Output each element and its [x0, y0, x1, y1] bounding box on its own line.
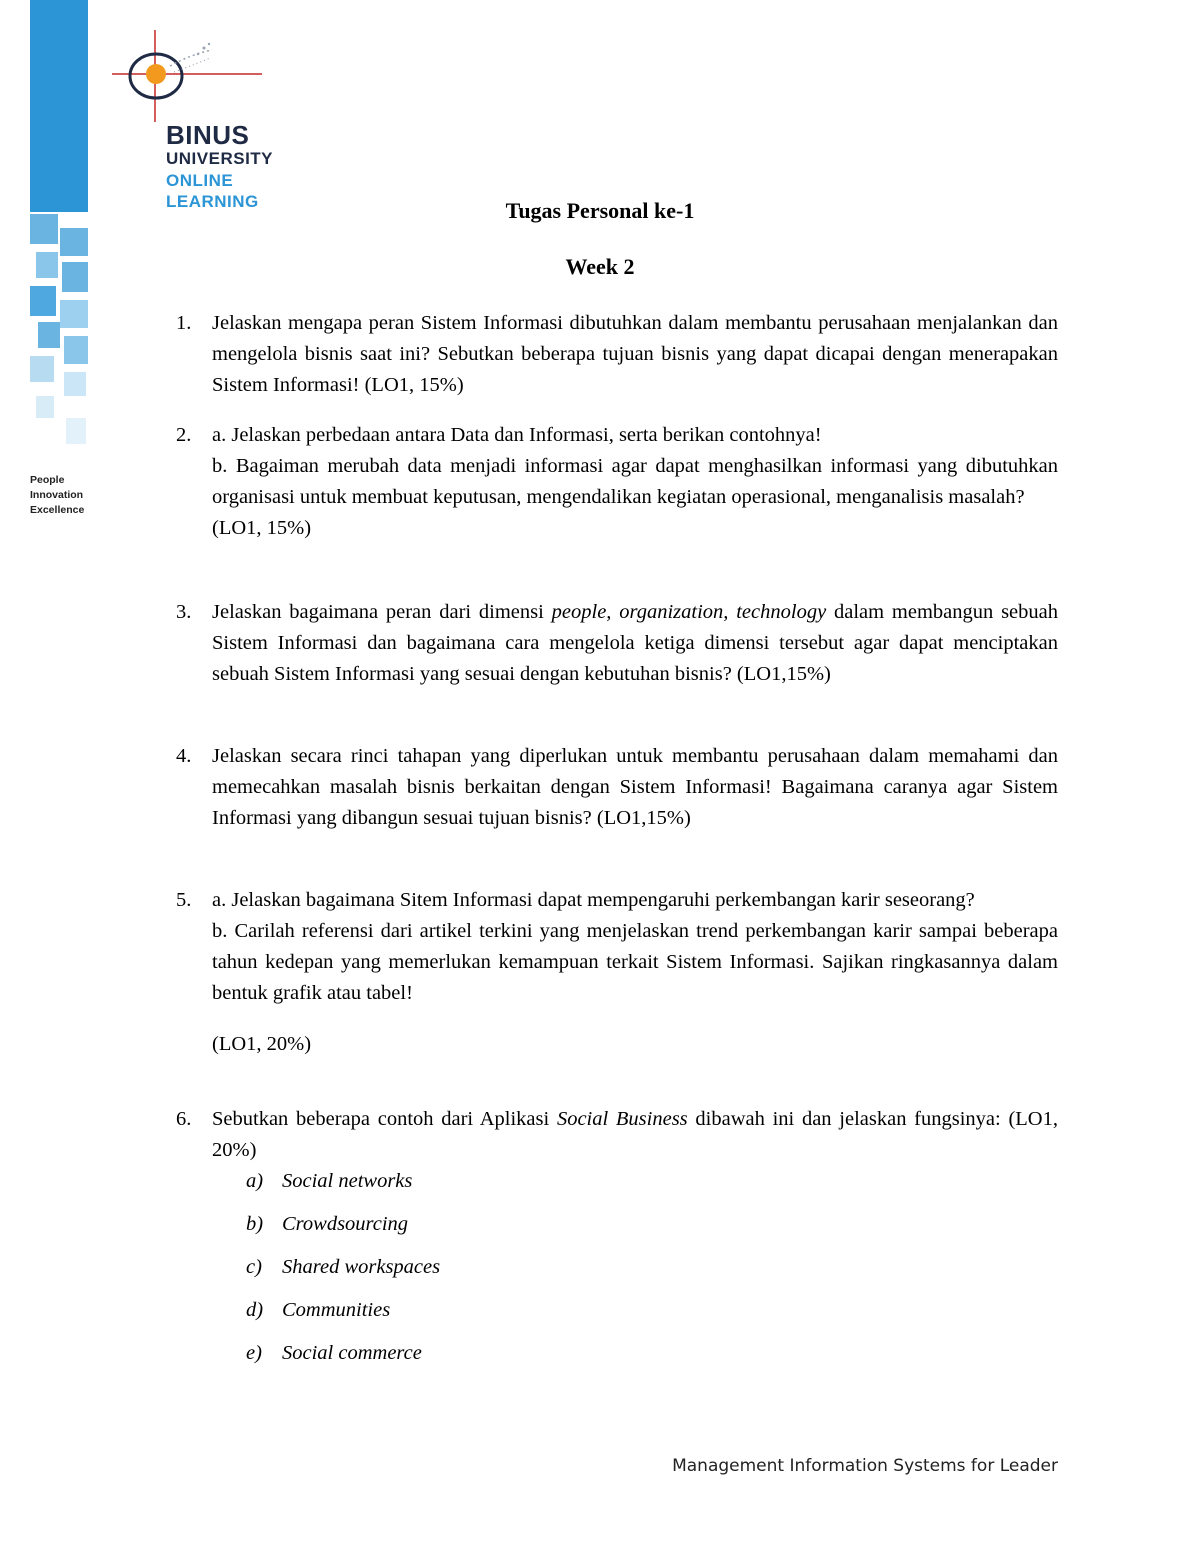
question-number: 5. — [176, 889, 192, 911]
list-item-text: Crowdsourcing — [282, 1213, 409, 1235]
list-item-text: Shared workspaces — [282, 1256, 441, 1278]
question-text-pre: Sebutkan beberapa contoh dari Aplikasi — [212, 1108, 557, 1130]
question-text — [212, 597, 1058, 690]
question-part-a: a. Jelaskan bagaimana Sitem Informasi dapat mempengaruhi perkembangan karir seseorang? — [212, 889, 975, 911]
question-text-post: dalam membangun sebuah Sistem Informasi dan bagaimana cara mengelola ketiga dimensi tersebut agar dapat menciptakan sebuah Sistem Informasi yang sesuai dengan kebutuhan bisnis? (LO1,15%) — [212, 601, 1058, 685]
question-2 — [176, 420, 1058, 544]
band-tile — [60, 300, 88, 328]
band-solid-block — [30, 0, 88, 212]
question-3 — [176, 597, 1058, 690]
list-item-text: Communities — [282, 1299, 391, 1321]
question-number: 3. — [176, 601, 192, 623]
page-footer: Management Information Systems for Leader — [672, 1456, 1058, 1476]
tagline-excellence: Excellence — [30, 504, 85, 516]
band-tile — [60, 228, 88, 256]
question-number: 4. — [176, 745, 192, 767]
question-part-a: a. Jelaskan perbedaan antara Data dan Informasi, serta berikan contohnya! — [212, 424, 822, 446]
question-text-italic: people, organization, technology — [551, 601, 827, 623]
question-lo: (LO1, 20%) — [212, 1033, 312, 1055]
list-item-text: Social commerce — [282, 1342, 422, 1364]
list-item — [246, 1252, 440, 1282]
tagline — [30, 473, 84, 518]
binus-logo-mark-icon — [112, 28, 272, 128]
list-item-label: d) — [246, 1299, 264, 1321]
question-text: Jelaskan mengapa peran Sistem Informasi dibutuhkan dalam membantu perusahaan menjalankan dan mengelola bisnis saat ini? Sebutkan beberapa tujuan bisnis yang dapat dicapai dengan menerapakan Sistem Informasi! (LO1, 15%) — [212, 312, 1058, 396]
band-tile — [38, 322, 60, 348]
question-lo: (LO1, 15%) — [212, 517, 312, 539]
question-text-pre: Jelaskan bagaimana peran dari dimensi — [212, 601, 552, 623]
band-tile — [64, 372, 86, 396]
binus-logo — [112, 28, 287, 211]
tagline-people: People — [30, 474, 65, 486]
logo-line-online: ONLINE — [166, 171, 234, 190]
list-item-label: b) — [246, 1213, 264, 1235]
list-item — [246, 1209, 408, 1239]
logo-line-binus: BINUS — [166, 120, 250, 150]
question-text-italic: Social Business — [556, 1108, 688, 1130]
list-item — [246, 1166, 412, 1196]
question-4 — [176, 741, 1058, 834]
band-tile — [66, 418, 86, 444]
question-text — [212, 1104, 1058, 1166]
list-item-text: Social networks — [282, 1170, 413, 1192]
left-decorative-band — [30, 0, 88, 460]
question-number: 2. — [176, 424, 192, 446]
band-tile — [64, 336, 88, 364]
band-tile — [36, 396, 54, 418]
logo-line-university: UNIVERSITY — [166, 149, 274, 168]
tagline-innovation: Innovation — [30, 489, 84, 501]
document-subtitle: Week 2 — [565, 254, 635, 279]
list-item — [246, 1295, 390, 1325]
list-item-label: a) — [246, 1170, 264, 1192]
logo-line-learning: LEARNING — [166, 192, 259, 211]
question-part-b: b. Carilah referensi dari artikel terkini yang menjelaskan trend perkembangan karir sampai beberapa tahun kedepan yang memerlukan kemampuan terkait Sistem Informasi. Sajikan ringkasannya dalam bentuk grafik atau tabel! — [212, 920, 1058, 1004]
question-text-post: dibawah ini dan jelaskan fungsinya: (LO1, 20%) — [212, 1108, 1058, 1161]
question-number: 1. — [176, 312, 192, 334]
question-1 — [176, 308, 1058, 401]
list-item — [246, 1338, 422, 1368]
band-tile — [30, 286, 56, 316]
question-text: Jelaskan secara rinci tahapan yang diperlukan untuk membantu perusahaan dalam memahami dan memecahkan masalah bisnis berkaitan dengan Sistem Informasi! Bagaimana caranya agar Sistem Informasi yang dibangun sesuai tujuan bisnis? (LO1,15%) — [212, 745, 1058, 829]
document-title: Tugas Personal ke-1 — [505, 198, 695, 223]
question-5 — [176, 885, 1058, 1060]
list-item-label: c) — [246, 1256, 262, 1278]
question-part-b: b. Bagaiman merubah data menjadi informasi agar dapat menghasilkan informasi yang dibutuhkan organisasi untuk membuat keputusan, mengendalikan kegiatan operasional, menganalisis masalah? — [212, 455, 1058, 508]
list-item-label: e) — [246, 1342, 262, 1364]
question-number: 6. — [176, 1108, 192, 1130]
band-tile — [30, 356, 54, 382]
question-6 — [176, 1104, 1058, 1166]
